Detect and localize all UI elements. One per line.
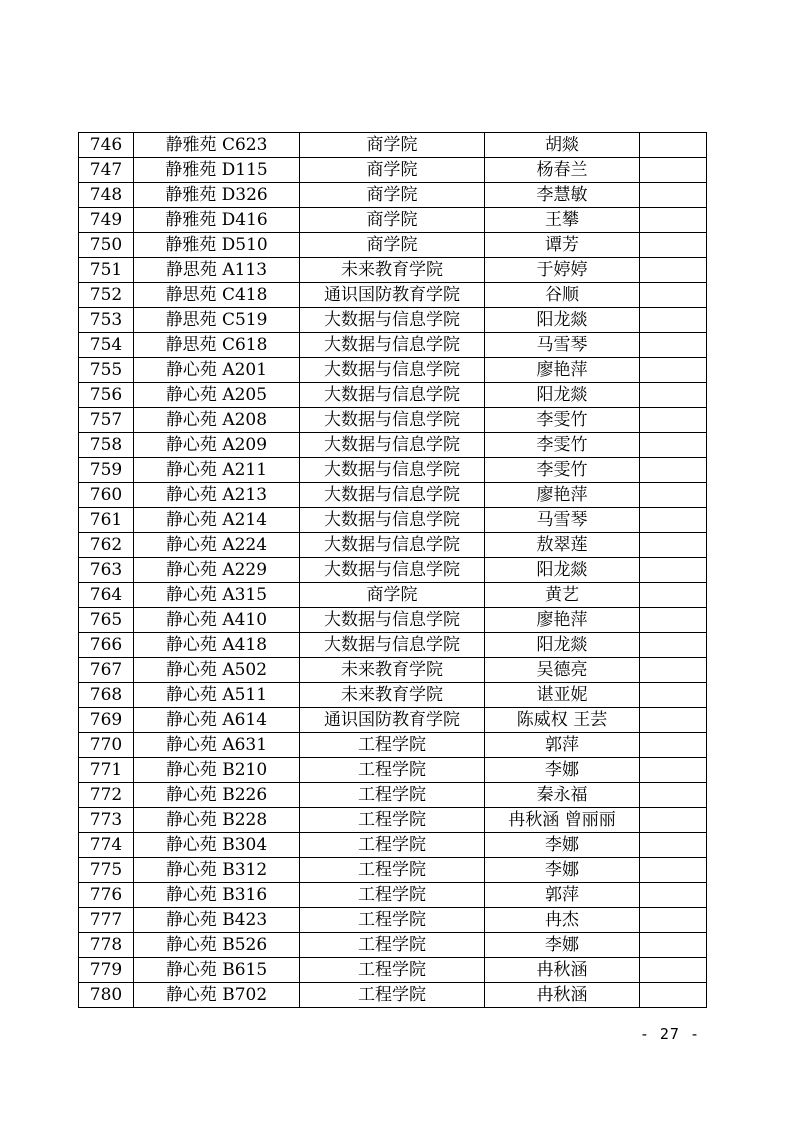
note-cell	[640, 158, 707, 183]
table-row	[79, 883, 707, 908]
row-number-cell: 760	[79, 483, 134, 508]
college-cell: 商学院	[300, 233, 485, 258]
room-cell: 静心苑 A224	[134, 533, 300, 558]
room-cell: 静心苑 B615	[134, 958, 300, 983]
name-cell: 廖艳萍	[485, 358, 640, 383]
room-cell: 静思苑 A113	[134, 258, 300, 283]
table-row	[79, 433, 707, 458]
room-cell: 静雅苑 D416	[134, 208, 300, 233]
table-row	[79, 358, 707, 383]
name-cell: 吴德亮	[485, 658, 640, 683]
room-cell: 静心苑 B312	[134, 858, 300, 883]
room-cell: 静心苑 B304	[134, 833, 300, 858]
name-cell: 李雯竹	[485, 408, 640, 433]
college-cell: 商学院	[300, 583, 485, 608]
note-cell	[640, 283, 707, 308]
room-cell: 静心苑 A502	[134, 658, 300, 683]
row-number-cell: 755	[79, 358, 134, 383]
college-cell: 大数据与信息学院	[300, 483, 485, 508]
table-row	[79, 158, 707, 183]
college-cell: 大数据与信息学院	[300, 533, 485, 558]
room-cell: 静思苑 C618	[134, 333, 300, 358]
name-cell: 郭萍	[485, 883, 640, 908]
note-cell	[640, 533, 707, 558]
room-cell: 静心苑 A315	[134, 583, 300, 608]
note-cell	[640, 383, 707, 408]
note-cell	[640, 433, 707, 458]
room-cell: 静雅苑 D326	[134, 183, 300, 208]
name-cell: 李娜	[485, 833, 640, 858]
name-cell: 王攀	[485, 208, 640, 233]
table-row	[79, 408, 707, 433]
room-cell: 静心苑 B226	[134, 783, 300, 808]
table-row	[79, 233, 707, 258]
college-cell: 工程学院	[300, 783, 485, 808]
row-number-cell: 778	[79, 933, 134, 958]
table-row	[79, 683, 707, 708]
room-cell: 静心苑 A410	[134, 608, 300, 633]
row-number-cell: 768	[79, 683, 134, 708]
college-cell: 通识国防教育学院	[300, 283, 485, 308]
college-cell: 大数据与信息学院	[300, 458, 485, 483]
row-number-cell: 758	[79, 433, 134, 458]
room-cell: 静心苑 B316	[134, 883, 300, 908]
room-cell: 静思苑 C418	[134, 283, 300, 308]
room-cell: 静心苑 A214	[134, 508, 300, 533]
room-cell: 静心苑 A213	[134, 483, 300, 508]
roster-table-body	[79, 133, 707, 1008]
table-row	[79, 633, 707, 658]
college-cell: 未来教育学院	[300, 683, 485, 708]
note-cell	[640, 458, 707, 483]
college-cell: 大数据与信息学院	[300, 508, 485, 533]
note-cell	[640, 258, 707, 283]
table-row	[79, 208, 707, 233]
room-cell: 静心苑 A631	[134, 733, 300, 758]
name-cell: 于婷婷	[485, 258, 640, 283]
college-cell: 大数据与信息学院	[300, 333, 485, 358]
name-cell: 李雯竹	[485, 458, 640, 483]
name-cell: 陈威权 王芸	[485, 708, 640, 733]
room-cell: 静雅苑 C623	[134, 133, 300, 158]
college-cell: 工程学院	[300, 983, 485, 1008]
college-cell: 大数据与信息学院	[300, 558, 485, 583]
college-cell: 未来教育学院	[300, 658, 485, 683]
college-cell: 未来教育学院	[300, 258, 485, 283]
note-cell	[640, 658, 707, 683]
table-row	[79, 708, 707, 733]
name-cell: 敖翠莲	[485, 533, 640, 558]
note-cell	[640, 208, 707, 233]
row-number-cell: 779	[79, 958, 134, 983]
note-cell	[640, 833, 707, 858]
row-number-cell: 772	[79, 783, 134, 808]
college-cell: 工程学院	[300, 733, 485, 758]
name-cell: 胡燚	[485, 133, 640, 158]
room-cell: 静雅苑 D115	[134, 158, 300, 183]
table-row	[79, 758, 707, 783]
college-cell: 工程学院	[300, 758, 485, 783]
room-cell: 静心苑 B423	[134, 908, 300, 933]
row-number-cell: 777	[79, 908, 134, 933]
table-row	[79, 933, 707, 958]
table-row	[79, 958, 707, 983]
name-cell: 阳龙燚	[485, 308, 640, 333]
room-cell: 静心苑 A208	[134, 408, 300, 433]
row-number-cell: 751	[79, 258, 134, 283]
name-cell: 谌亚妮	[485, 683, 640, 708]
table-row	[79, 508, 707, 533]
table-row	[79, 983, 707, 1008]
college-cell: 商学院	[300, 208, 485, 233]
name-cell: 黄艺	[485, 583, 640, 608]
row-number-cell: 767	[79, 658, 134, 683]
table-row	[79, 733, 707, 758]
name-cell: 马雪琴	[485, 333, 640, 358]
row-number-cell: 746	[79, 133, 134, 158]
row-number-cell: 764	[79, 583, 134, 608]
row-number-cell: 753	[79, 308, 134, 333]
college-cell: 工程学院	[300, 883, 485, 908]
row-number-cell: 748	[79, 183, 134, 208]
name-cell: 李娜	[485, 933, 640, 958]
note-cell	[640, 633, 707, 658]
name-cell: 阳龙燚	[485, 633, 640, 658]
name-cell: 李雯竹	[485, 433, 640, 458]
row-number-cell: 749	[79, 208, 134, 233]
college-cell: 商学院	[300, 183, 485, 208]
name-cell: 冉秋涵 曾丽丽	[485, 808, 640, 833]
name-cell: 李慧敏	[485, 183, 640, 208]
name-cell: 廖艳萍	[485, 483, 640, 508]
college-cell: 大数据与信息学院	[300, 383, 485, 408]
table-row	[79, 533, 707, 558]
room-cell: 静心苑 B526	[134, 933, 300, 958]
college-cell: 大数据与信息学院	[300, 608, 485, 633]
table-row	[79, 483, 707, 508]
row-number-cell: 756	[79, 383, 134, 408]
note-cell	[640, 883, 707, 908]
row-number-cell: 759	[79, 458, 134, 483]
room-cell: 静思苑 C519	[134, 308, 300, 333]
note-cell	[640, 408, 707, 433]
table-row	[79, 283, 707, 308]
college-cell: 大数据与信息学院	[300, 408, 485, 433]
name-cell: 冉秋涵	[485, 958, 640, 983]
row-number-cell: 754	[79, 333, 134, 358]
name-cell: 郭萍	[485, 733, 640, 758]
note-cell	[640, 508, 707, 533]
room-cell: 静心苑 A209	[134, 433, 300, 458]
name-cell: 阳龙燚	[485, 383, 640, 408]
note-cell	[640, 233, 707, 258]
room-cell: 静心苑 A205	[134, 383, 300, 408]
room-cell: 静心苑 A201	[134, 358, 300, 383]
note-cell	[640, 908, 707, 933]
row-number-cell: 750	[79, 233, 134, 258]
note-cell	[640, 733, 707, 758]
row-number-cell: 780	[79, 983, 134, 1008]
table-row	[79, 808, 707, 833]
college-cell: 工程学院	[300, 933, 485, 958]
table-row	[79, 458, 707, 483]
name-cell: 廖艳萍	[485, 608, 640, 633]
row-number-cell: 762	[79, 533, 134, 558]
row-number-cell: 769	[79, 708, 134, 733]
note-cell	[640, 933, 707, 958]
table-row	[79, 583, 707, 608]
name-cell: 谭芳	[485, 233, 640, 258]
college-cell: 大数据与信息学院	[300, 633, 485, 658]
note-cell	[640, 683, 707, 708]
row-number-cell: 765	[79, 608, 134, 633]
note-cell	[640, 783, 707, 808]
table-row	[79, 558, 707, 583]
row-number-cell: 766	[79, 633, 134, 658]
page-number: - 27 -	[639, 1025, 700, 1043]
table-row	[79, 608, 707, 633]
note-cell	[640, 858, 707, 883]
note-cell	[640, 608, 707, 633]
table-row	[79, 833, 707, 858]
note-cell	[640, 133, 707, 158]
table-row	[79, 258, 707, 283]
note-cell	[640, 183, 707, 208]
name-cell: 李娜	[485, 858, 640, 883]
table-row	[79, 333, 707, 358]
row-number-cell: 771	[79, 758, 134, 783]
note-cell	[640, 758, 707, 783]
note-cell	[640, 708, 707, 733]
row-number-cell: 752	[79, 283, 134, 308]
name-cell: 谷顺	[485, 283, 640, 308]
college-cell: 大数据与信息学院	[300, 433, 485, 458]
college-cell: 工程学院	[300, 858, 485, 883]
table-row	[79, 183, 707, 208]
table-row	[79, 908, 707, 933]
college-cell: 工程学院	[300, 808, 485, 833]
name-cell: 杨春兰	[485, 158, 640, 183]
row-number-cell: 776	[79, 883, 134, 908]
row-number-cell: 774	[79, 833, 134, 858]
row-number-cell: 773	[79, 808, 134, 833]
table-row	[79, 133, 707, 158]
dormitory-roster-table	[78, 132, 707, 1008]
room-cell: 静心苑 A418	[134, 633, 300, 658]
note-cell	[640, 808, 707, 833]
room-cell: 静心苑 A614	[134, 708, 300, 733]
room-cell: 静心苑 B210	[134, 758, 300, 783]
note-cell	[640, 333, 707, 358]
note-cell	[640, 583, 707, 608]
note-cell	[640, 308, 707, 333]
college-cell: 大数据与信息学院	[300, 308, 485, 333]
table-row	[79, 858, 707, 883]
room-cell: 静心苑 B228	[134, 808, 300, 833]
name-cell: 阳龙燚	[485, 558, 640, 583]
name-cell: 马雪琴	[485, 508, 640, 533]
room-cell: 静心苑 A211	[134, 458, 300, 483]
name-cell: 冉杰	[485, 908, 640, 933]
college-cell: 工程学院	[300, 908, 485, 933]
room-cell: 静心苑 A511	[134, 683, 300, 708]
row-number-cell: 763	[79, 558, 134, 583]
row-number-cell: 775	[79, 858, 134, 883]
note-cell	[640, 358, 707, 383]
table-row	[79, 783, 707, 808]
college-cell: 工程学院	[300, 958, 485, 983]
room-cell: 静心苑 A229	[134, 558, 300, 583]
note-cell	[640, 958, 707, 983]
note-cell	[640, 983, 707, 1008]
table-row	[79, 658, 707, 683]
table-row	[79, 383, 707, 408]
note-cell	[640, 558, 707, 583]
college-cell: 通识国防教育学院	[300, 708, 485, 733]
room-cell: 静雅苑 D510	[134, 233, 300, 258]
college-cell: 商学院	[300, 158, 485, 183]
note-cell	[640, 483, 707, 508]
row-number-cell: 747	[79, 158, 134, 183]
row-number-cell: 757	[79, 408, 134, 433]
college-cell: 商学院	[300, 133, 485, 158]
room-cell: 静心苑 B702	[134, 983, 300, 1008]
college-cell: 工程学院	[300, 833, 485, 858]
row-number-cell: 770	[79, 733, 134, 758]
name-cell: 李娜	[485, 758, 640, 783]
table-row	[79, 308, 707, 333]
college-cell: 大数据与信息学院	[300, 358, 485, 383]
row-number-cell: 761	[79, 508, 134, 533]
name-cell: 冉秋涵	[485, 983, 640, 1008]
name-cell: 秦永福	[485, 783, 640, 808]
